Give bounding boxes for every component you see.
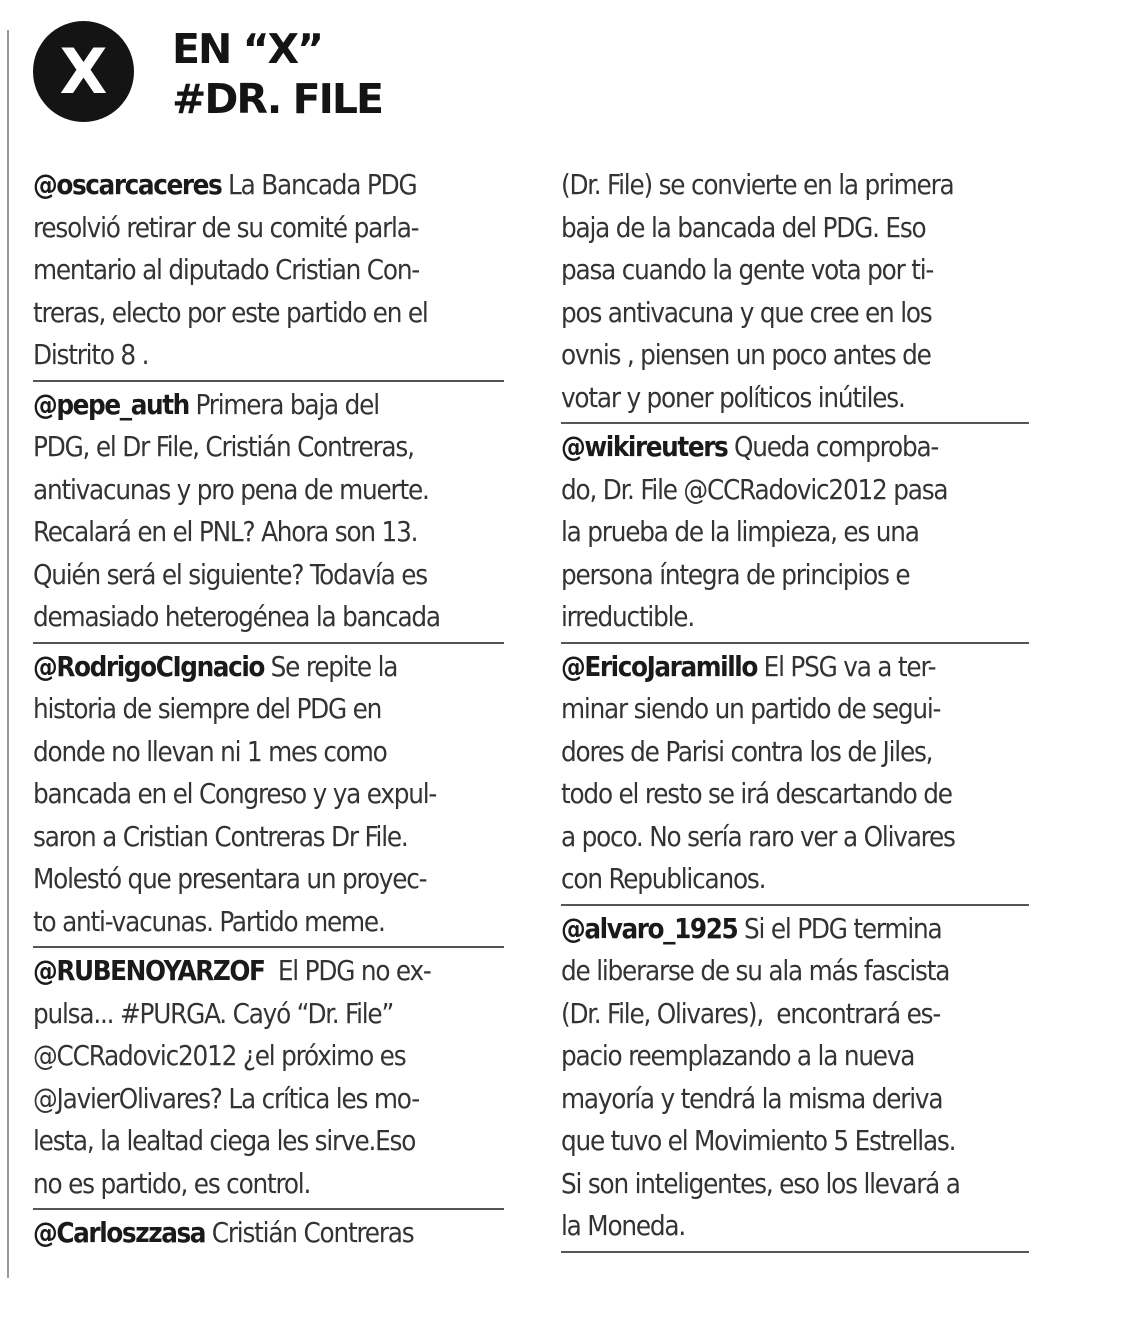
tweet-entry: [33, 950, 504, 1205]
tweet-text-line: [33, 1212, 504, 1255]
tweet-entry: [33, 384, 504, 639]
tweet-text: resolvió retirar de su comité parla-: [33, 211, 419, 244]
tweet-text: Recalará en el PNL? Ahora son 13.: [33, 516, 418, 548]
tweet-text: de liberarse de su ala más fascista: [561, 955, 950, 987]
tweet-text: lesta, la lealtad ciega les sirve.Eso: [33, 1125, 416, 1157]
tweet-text-line: [33, 292, 504, 335]
tweet-text: irreductible.: [561, 601, 694, 633]
tweet-text-line: [561, 993, 1029, 1036]
tweet-text-line: [561, 646, 1029, 689]
tweet-text: Si el PDG termina: [737, 912, 942, 945]
tweet-text-line: [33, 511, 504, 554]
tweet-text: Cristián Contreras: [205, 1217, 414, 1249]
entry-divider: [561, 642, 1029, 644]
entry-divider: [33, 380, 504, 382]
tweet-text-line: [561, 334, 1029, 377]
tweet-text-line: [33, 1078, 504, 1121]
tweet-text: la Moneda.: [561, 1210, 686, 1242]
right-column: [561, 164, 1029, 1255]
tweet-text: Quién será el siguiente? Todavía es: [33, 558, 427, 591]
tweet-text: baja de la bancada del PDG. Eso: [561, 211, 926, 244]
tweet-text: con Republicanos.: [561, 863, 766, 895]
tweet-text-line: [33, 1120, 504, 1163]
tweet-entry: [561, 426, 1029, 639]
tweet-text-line: [33, 164, 504, 207]
tweet-handle: @oscarcaceres: [33, 169, 222, 201]
tweet-text-line: [561, 596, 1029, 639]
tweet-text-line: [561, 554, 1029, 597]
left-column: [33, 164, 504, 1255]
tweet-text-line: [561, 1078, 1029, 1121]
tweet-text: demasiado heterogénea la bancada: [33, 601, 440, 633]
tweet-text: saron a Cristian Contreras Dr File.: [33, 820, 408, 853]
tweet-text-line: [561, 688, 1029, 731]
tweet-text: a poco. No sería raro ver a Olivares: [561, 820, 955, 853]
entry-divider: [561, 422, 1029, 424]
tweet-text-line: [33, 1163, 504, 1206]
tweet-handle: @EricoJaramillo: [561, 650, 757, 683]
tweet-text: Si son inteligentes, eso los llevará a: [561, 1167, 960, 1200]
tweet-text-line: [561, 908, 1029, 951]
tweet-handle: @wikireuters: [561, 431, 728, 463]
x-logo-icon: [33, 21, 134, 122]
tweet-text-line: [33, 554, 504, 597]
tweet-text-line: [561, 469, 1029, 512]
tweet-text: minar siendo un partido de segui-: [561, 693, 941, 725]
tweet-text-line: [561, 858, 1029, 901]
tweet-text-line: [33, 334, 504, 377]
tweet-entry: [561, 164, 1029, 419]
tweet-text: Primera baja del: [188, 388, 379, 421]
tweet-text: @JavierOlivares? La crítica les mo-: [33, 1082, 419, 1115]
tweet-text: Distrito 8 .: [33, 339, 149, 371]
tweet-text: mayoría y tendrá la misma deriva: [561, 1082, 943, 1115]
tweet-text-line: [561, 511, 1029, 554]
tweet-text: @CCRadovic2012 ¿el próximo es: [33, 1040, 406, 1072]
tweet-entry: [33, 1212, 504, 1255]
tweet-text-line: [33, 596, 504, 639]
tweet-text-line: [33, 731, 504, 774]
tweet-text-line: [33, 207, 504, 250]
tweet-text: Se repite la: [264, 650, 398, 683]
tweet-text-line: [33, 1035, 504, 1078]
tweet-text-line: [33, 816, 504, 859]
tweet-entry: [561, 646, 1029, 901]
tweet-text: La Bancada PDG: [221, 169, 417, 201]
entry-divider: [33, 946, 504, 948]
title-line-1: EN “X”: [172, 25, 323, 73]
tweet-text: dores de Parisi contra los de Jiles,: [561, 735, 933, 768]
tweet-text: pasa cuando la gente vota por ti-: [561, 254, 934, 286]
tweet-text: treras, electo por este partido en el: [33, 296, 428, 329]
tweet-text: persona íntegra de principios e: [561, 558, 910, 591]
tweet-text: pulsa... #PURGA. Cayó “Dr. File”: [33, 997, 394, 1030]
tweet-text: Molestó que presentara un proyec-: [33, 863, 427, 895]
tweet-text-line: [561, 1205, 1029, 1248]
tweet-text: mentario al diputado Cristian Con-: [33, 254, 420, 286]
tweet-text-line: [561, 1163, 1029, 1206]
tweet-text: pos antivacuna y que cree en los: [561, 296, 932, 329]
tweet-entry: [33, 164, 504, 377]
tweet-text-line: [561, 377, 1029, 420]
tweet-text-line: [561, 292, 1029, 335]
tweet-text: (Dr. File, Olivares), encontrará es-: [561, 997, 941, 1030]
left-column-rule: [7, 30, 9, 1278]
tweet-text: pacio reemplazando a la nueva: [561, 1040, 915, 1072]
tweet-handle: @pepe_auth: [33, 388, 189, 421]
tweet-text: ovnis , piensen un poco antes de: [561, 339, 931, 371]
tweet-text-line: [561, 1120, 1029, 1163]
entry-divider: [33, 1208, 504, 1210]
title-line-2: #DR. FILE: [172, 75, 382, 123]
tweet-text-line: [561, 1035, 1029, 1078]
tweet-text-line: [33, 426, 504, 469]
tweet-text-line: [33, 646, 504, 689]
tweet-text-line: [33, 950, 504, 993]
tweet-text: El PDG no ex-: [264, 955, 431, 987]
tweet-entry: [561, 908, 1029, 1248]
tweet-entry: [33, 646, 504, 944]
tweet-text: PDG, el Dr File, Cristián Contreras,: [33, 431, 414, 463]
tweet-text-line: [33, 688, 504, 731]
tweet-text: votar y poner políticos inútiles.: [561, 381, 905, 414]
tweet-text-line: [561, 249, 1029, 292]
tweet-text: que tuvo el Movimiento 5 Estrellas.: [561, 1125, 956, 1157]
tweet-text: to anti-vacunas. Partido meme.: [33, 905, 385, 938]
tweet-handle: @Carloszzasa: [33, 1217, 206, 1249]
tweet-text: historia de siempre del PDG en: [33, 693, 382, 725]
tweet-text-line: [561, 816, 1029, 859]
tweet-text-line: [33, 469, 504, 512]
tweet-handle: @RodrigoCIgnacio: [33, 650, 265, 683]
tweet-text-line: [33, 993, 504, 1036]
tweet-text: antivacunas y pro pena de muerte.: [33, 473, 429, 506]
tweet-text-line: [33, 384, 504, 427]
tweet-text: (Dr. File) se convierte en la primera: [561, 169, 954, 201]
tweet-text: Queda comproba-: [727, 431, 939, 463]
tweet-text-line: [561, 731, 1029, 774]
tweet-text: no es partido, es control.: [33, 1167, 311, 1200]
tweet-text-line: [33, 858, 504, 901]
tweet-text-line: [33, 249, 504, 292]
tweet-text-line: [561, 773, 1029, 816]
page-title: [172, 24, 382, 124]
tweet-text-line: [561, 164, 1029, 207]
entry-divider: [561, 904, 1029, 906]
tweet-text-line: [33, 901, 504, 944]
tweet-text-line: [561, 950, 1029, 993]
tweet-text: la prueba de la limpieza, es una: [561, 516, 919, 548]
tweet-text-line: [561, 426, 1029, 469]
entry-divider: [33, 642, 504, 644]
tweet-text: donde no llevan ni 1 mes como: [33, 735, 387, 768]
tweet-text: todo el resto se irá descartando de: [561, 778, 952, 810]
tweet-handle: @alvaro_1925: [561, 912, 738, 945]
tweet-text-line: [33, 773, 504, 816]
tweet-text: bancada en el Congreso y ya expul-: [33, 778, 437, 810]
x-logo-letter: X: [59, 34, 108, 108]
tweet-text: El PSG va a ter-: [756, 650, 936, 683]
tweet-text-line: [561, 207, 1029, 250]
entry-divider: [561, 1251, 1029, 1253]
tweet-text: do, Dr. File @CCRadovic2012 pasa: [561, 473, 948, 506]
tweet-handle: @RUBENOYARZOF: [33, 955, 265, 987]
